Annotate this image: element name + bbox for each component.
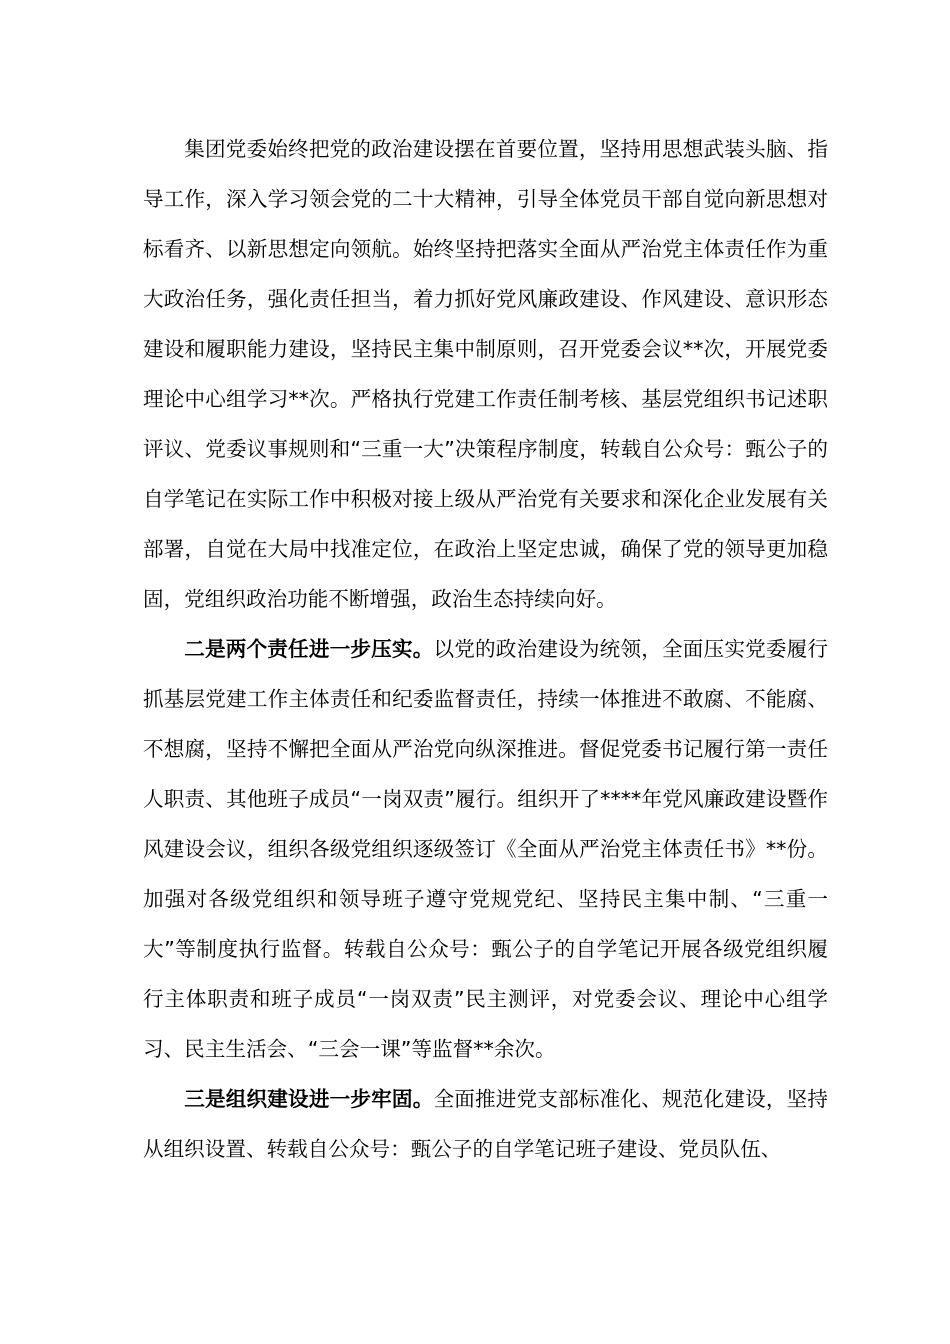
paragraph-two-responsibilities (143, 624, 828, 1074)
paragraph-lead: 三是组织建设进一步牢固。 (184, 1087, 434, 1111)
paragraph-text: 以党的政治建设为统领，全面压实党委履行抓基层党建工作主体责任和纪委监督责任，持续一体推进不敢腐、不能腐、不想腐，坚持不懈把全面从严治党向纵深推进。督促党委书记履行第一责任人职责、其他班子成员“一岗双责”履行。组织开了****年党风廉政建设暨作风建设会议，组织各级党组织逐级签订《全面从严治党主体责任书》**份。加强对各级党组织和领导班子遵守党规党纪、坚持民主集中制、“三重一大”等制度执行监督。转载自公众号：甄公子的自学笔记开展各级党组织履行主体职责和班子成员“一岗双责”民主测评，对党委会议、理论中心组学习、民主生活会、“三会一课”等监督**余次。 (143, 637, 829, 1061)
document-body (143, 124, 828, 1174)
paragraph-lead: 二是两个责任进一步压实。 (184, 637, 434, 661)
paragraph-political-building (143, 124, 828, 624)
paragraph-organization-building (143, 1074, 828, 1174)
paragraph-text: 全面推进党支部标准化、规范化建设，坚持从组织设置、转载自公众号：甄公子的自学笔记班子建设、党员队伍、 (143, 1087, 829, 1161)
paragraph-text: 集团党委始终把党的政治建设摆在首要位置，坚持用思想武装头脑、指导工作，深入学习领会党的二十大精神，引导全体党员干部自觉向新思想对标看齐、以新思想定向领航。始终坚持把落实全面从严治党主体责任作为重大政治任务，强化责任担当，着力抓好党风廉政建设、作风建设、意识形态建设和履职能力建设，坚持民主集中制原则，召开党委会议**次，开展党委理论中心组学习**次。严格执行党建工作责任制考核、基层党组织书记述职评议、党委议事规则和“三重一大”决策程序制度，转载自公众号：甄公子的自学笔记在实际工作中积极对接上级从严治党有关要求和深化企业发展有关部署，自觉在大局中找准定位，在政治上坚定忠诚，确保了党的领导更加稳固，党组织政治功能不断增强，政治生态持续向好。 (143, 137, 828, 611)
